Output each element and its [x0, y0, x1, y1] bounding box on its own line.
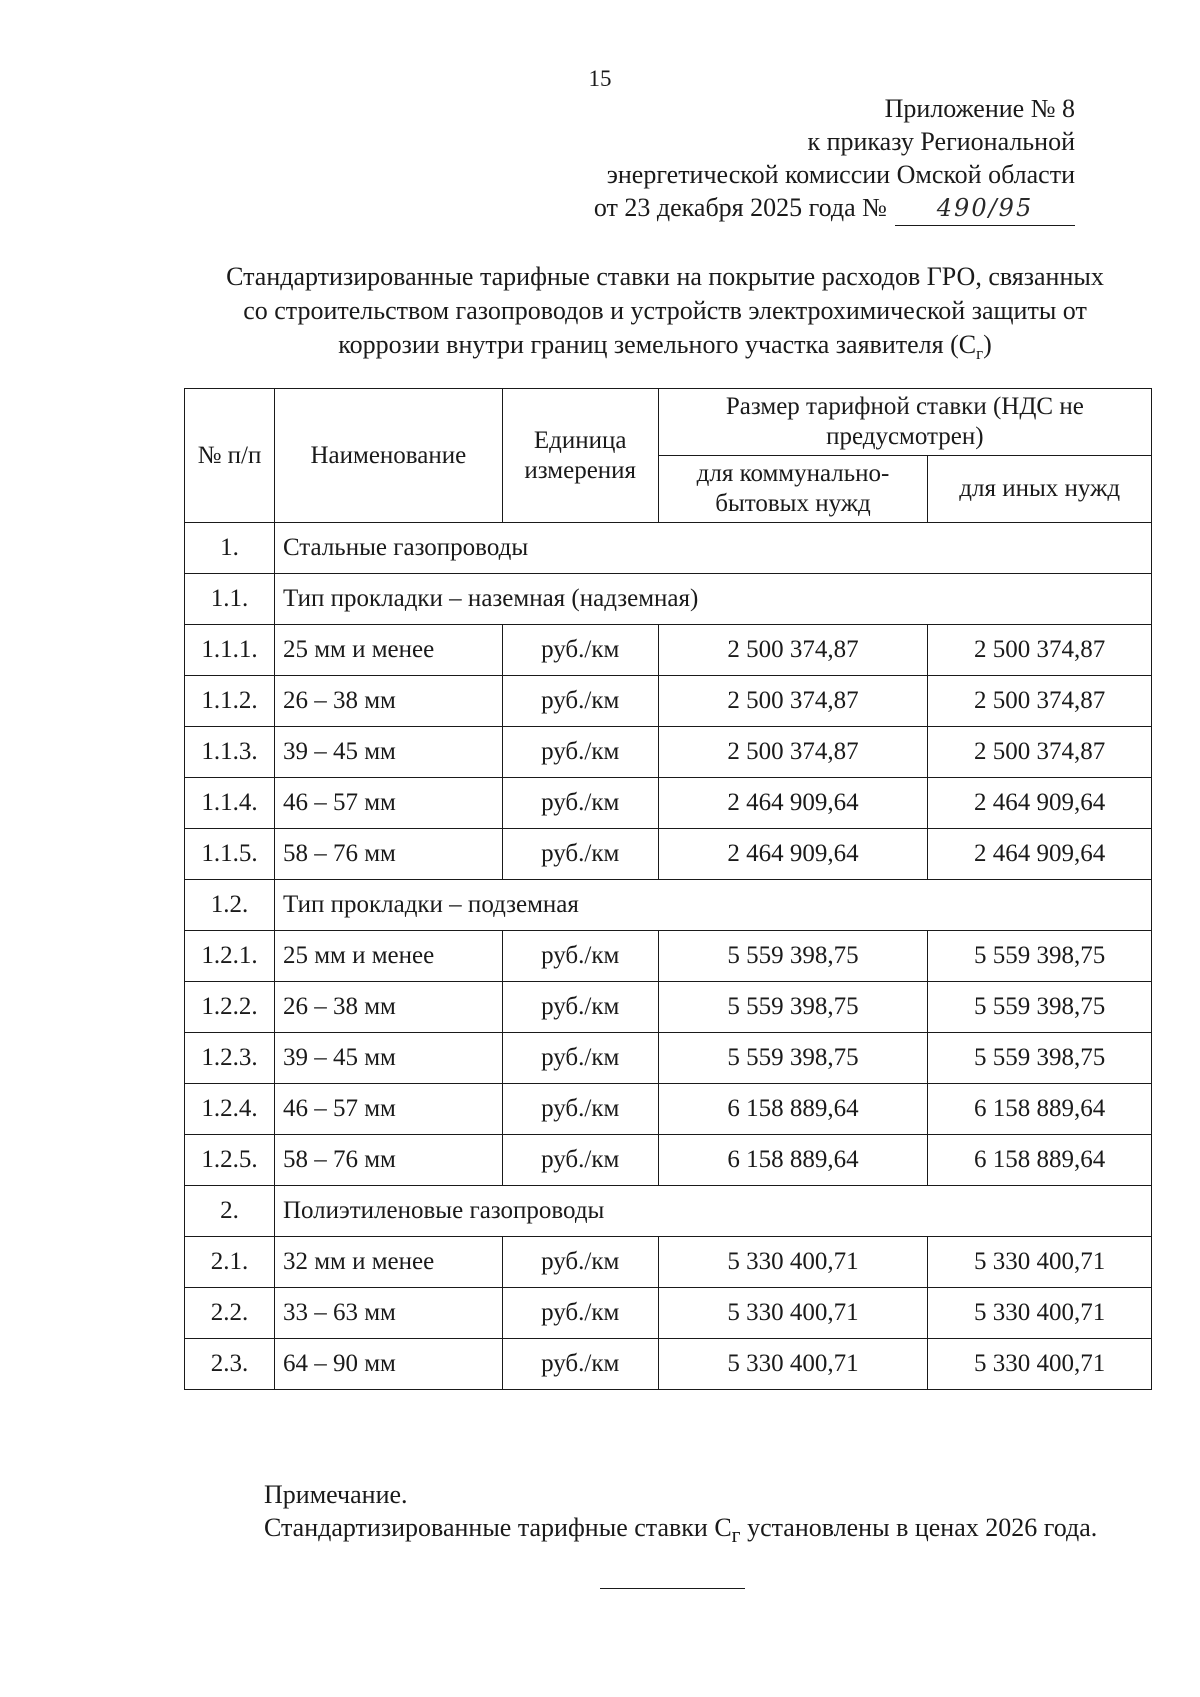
- appendix-line-3: энергетической комиссии Омской области: [606, 160, 1075, 189]
- handwritten-order-number: 490/95: [895, 192, 1075, 226]
- rate-other: 6 158 889,64: [928, 1084, 1152, 1135]
- row-number: 1.2.: [185, 880, 275, 931]
- rate-communal: 2 500 374,87: [658, 727, 928, 778]
- row-unit: руб./км: [502, 625, 658, 676]
- table-row: [185, 1084, 1152, 1135]
- section-name: Стальные газопроводы: [274, 523, 1151, 574]
- table-row: [185, 778, 1152, 829]
- row-unit: руб./км: [502, 676, 658, 727]
- row-name: 32 мм и менее: [274, 1237, 502, 1288]
- section-row: [185, 880, 1152, 931]
- row-number: 1.2.4.: [185, 1084, 275, 1135]
- section-row: [185, 1186, 1152, 1237]
- row-name: 26 – 38 мм: [274, 982, 502, 1033]
- page-number: 15: [588, 66, 612, 91]
- row-number: 1.1.4.: [185, 778, 275, 829]
- rate-communal: 2 464 909,64: [658, 829, 928, 880]
- rate-other: 5 559 398,75: [928, 982, 1152, 1033]
- row-number: 2.1.: [185, 1237, 275, 1288]
- section-name: Полиэтиленовые газопроводы: [274, 1186, 1151, 1237]
- row-number: 1.2.3.: [185, 1033, 275, 1084]
- rate-other: 5 330 400,71: [928, 1237, 1152, 1288]
- row-number: 2.2.: [185, 1288, 275, 1339]
- row-number: 1.2.1.: [185, 931, 275, 982]
- rate-other: 5 559 398,75: [928, 931, 1152, 982]
- row-unit: руб./км: [502, 931, 658, 982]
- table-row: [185, 829, 1152, 880]
- rate-other: 5 330 400,71: [928, 1339, 1152, 1390]
- section-name: Тип прокладки – подземная: [274, 880, 1151, 931]
- note: [188, 1478, 1128, 1552]
- rate-other: 2 500 374,87: [928, 676, 1152, 727]
- note-title: Примечание.: [264, 1480, 408, 1509]
- note-text: [188, 1511, 1128, 1552]
- rate-other: 5 330 400,71: [928, 1288, 1152, 1339]
- note-text-end: установлены в ценах 2026 года.: [740, 1513, 1098, 1542]
- row-unit: руб./км: [502, 1339, 658, 1390]
- rate-other: 6 158 889,64: [928, 1135, 1152, 1186]
- row-name: 39 – 45 мм: [274, 727, 502, 778]
- title-line-3-main: коррозии внутри границ земельного участка заявителя (С: [338, 330, 977, 359]
- row-name: 58 – 76 мм: [274, 1135, 502, 1186]
- note-subscript: г: [731, 1523, 741, 1548]
- end-divider: [600, 1588, 745, 1589]
- row-name: 46 – 57 мм: [274, 1084, 502, 1135]
- rate-communal: 5 330 400,71: [658, 1237, 928, 1288]
- rate-communal: 2 464 909,64: [658, 778, 928, 829]
- table-row: [185, 1237, 1152, 1288]
- title-line-2: со строительством газопроводов и устройств электрохимической защиты от: [243, 296, 1087, 325]
- row-name: 39 – 45 мм: [274, 1033, 502, 1084]
- table-row: [185, 1135, 1152, 1186]
- title-subscript: г: [976, 344, 984, 364]
- rate-communal: 5 330 400,71: [658, 1288, 928, 1339]
- rate-communal: 5 559 398,75: [658, 982, 928, 1033]
- table-row: [185, 982, 1152, 1033]
- table-row: [185, 1033, 1152, 1084]
- table-row: [185, 676, 1152, 727]
- appendix-header: [594, 92, 1075, 226]
- rate-communal: 6 158 889,64: [658, 1084, 928, 1135]
- row-unit: руб./км: [502, 1135, 658, 1186]
- rate-communal: 6 158 889,64: [658, 1135, 928, 1186]
- row-unit: руб./км: [502, 727, 658, 778]
- title-line-3-end: ): [983, 330, 992, 359]
- row-number: 1.1.5.: [185, 829, 275, 880]
- table-row: [185, 727, 1152, 778]
- tariff-rates-table: [184, 388, 1152, 1390]
- rate-communal: 5 559 398,75: [658, 1033, 928, 1084]
- row-unit: руб./км: [502, 829, 658, 880]
- row-name: 58 – 76 мм: [274, 829, 502, 880]
- row-number: 1.2.5.: [185, 1135, 275, 1186]
- table-row: [185, 625, 1152, 676]
- section-row: [185, 574, 1152, 625]
- header-communal: для коммунально-бытовых нужд: [658, 456, 928, 523]
- rate-communal: 2 500 374,87: [658, 676, 928, 727]
- table-row: [185, 1288, 1152, 1339]
- header-name: Наименование: [274, 389, 502, 523]
- rate-communal: 5 559 398,75: [658, 931, 928, 982]
- row-number: 2.: [185, 1186, 275, 1237]
- header-rate-group: Размер тарифной ставки (НДС не предусмотрен): [658, 389, 1151, 456]
- note-text-main: Стандартизированные тарифные ставки С: [264, 1513, 732, 1542]
- order-date: от 23 декабря 2025 года №: [593, 193, 887, 222]
- row-unit: руб./км: [502, 1084, 658, 1135]
- row-number: 2.3.: [185, 1339, 275, 1390]
- header-unit: Единица измерения: [502, 389, 658, 523]
- row-unit: руб./км: [502, 1237, 658, 1288]
- row-number: 1.2.2.: [185, 982, 275, 1033]
- row-unit: руб./км: [502, 1288, 658, 1339]
- table-row: [185, 1339, 1152, 1390]
- section-name: Тип прокладки – наземная (надземная): [274, 574, 1151, 625]
- header-num: № п/п: [185, 389, 275, 523]
- appendix-line-4: [594, 191, 1075, 226]
- row-name: 64 – 90 мм: [274, 1339, 502, 1390]
- row-unit: руб./км: [502, 778, 658, 829]
- rate-other: 2 500 374,87: [928, 727, 1152, 778]
- row-name: 25 мм и менее: [274, 931, 502, 982]
- rate-other: 2 500 374,87: [928, 625, 1152, 676]
- row-number: 1.1.1.: [185, 625, 275, 676]
- row-unit: руб./км: [502, 1033, 658, 1084]
- appendix-line-1: Приложение № 8: [884, 94, 1075, 123]
- document-title: [170, 260, 1160, 371]
- table-row: [185, 931, 1152, 982]
- appendix-line-2: к приказу Региональной: [807, 127, 1075, 156]
- header-other: для иных нужд: [928, 456, 1152, 523]
- section-row: [185, 523, 1152, 574]
- rate-communal: 5 330 400,71: [658, 1339, 928, 1390]
- rate-other: 5 559 398,75: [928, 1033, 1152, 1084]
- row-number: 1.1.2.: [185, 676, 275, 727]
- row-name: 46 – 57 мм: [274, 778, 502, 829]
- rate-communal: 2 500 374,87: [658, 625, 928, 676]
- row-unit: руб./км: [502, 982, 658, 1033]
- row-number: 1.1.: [185, 574, 275, 625]
- row-number: 1.: [185, 523, 275, 574]
- title-line-1: Стандартизированные тарифные ставки на покрытие расходов ГРО, связанных: [226, 262, 1104, 291]
- rate-other: 2 464 909,64: [928, 778, 1152, 829]
- row-name: 25 мм и менее: [274, 625, 502, 676]
- row-number: 1.1.3.: [185, 727, 275, 778]
- row-name: 33 – 63 мм: [274, 1288, 502, 1339]
- rate-other: 2 464 909,64: [928, 829, 1152, 880]
- row-name: 26 – 38 мм: [274, 676, 502, 727]
- table-body: [185, 523, 1152, 1390]
- title-line-3: [170, 328, 1160, 371]
